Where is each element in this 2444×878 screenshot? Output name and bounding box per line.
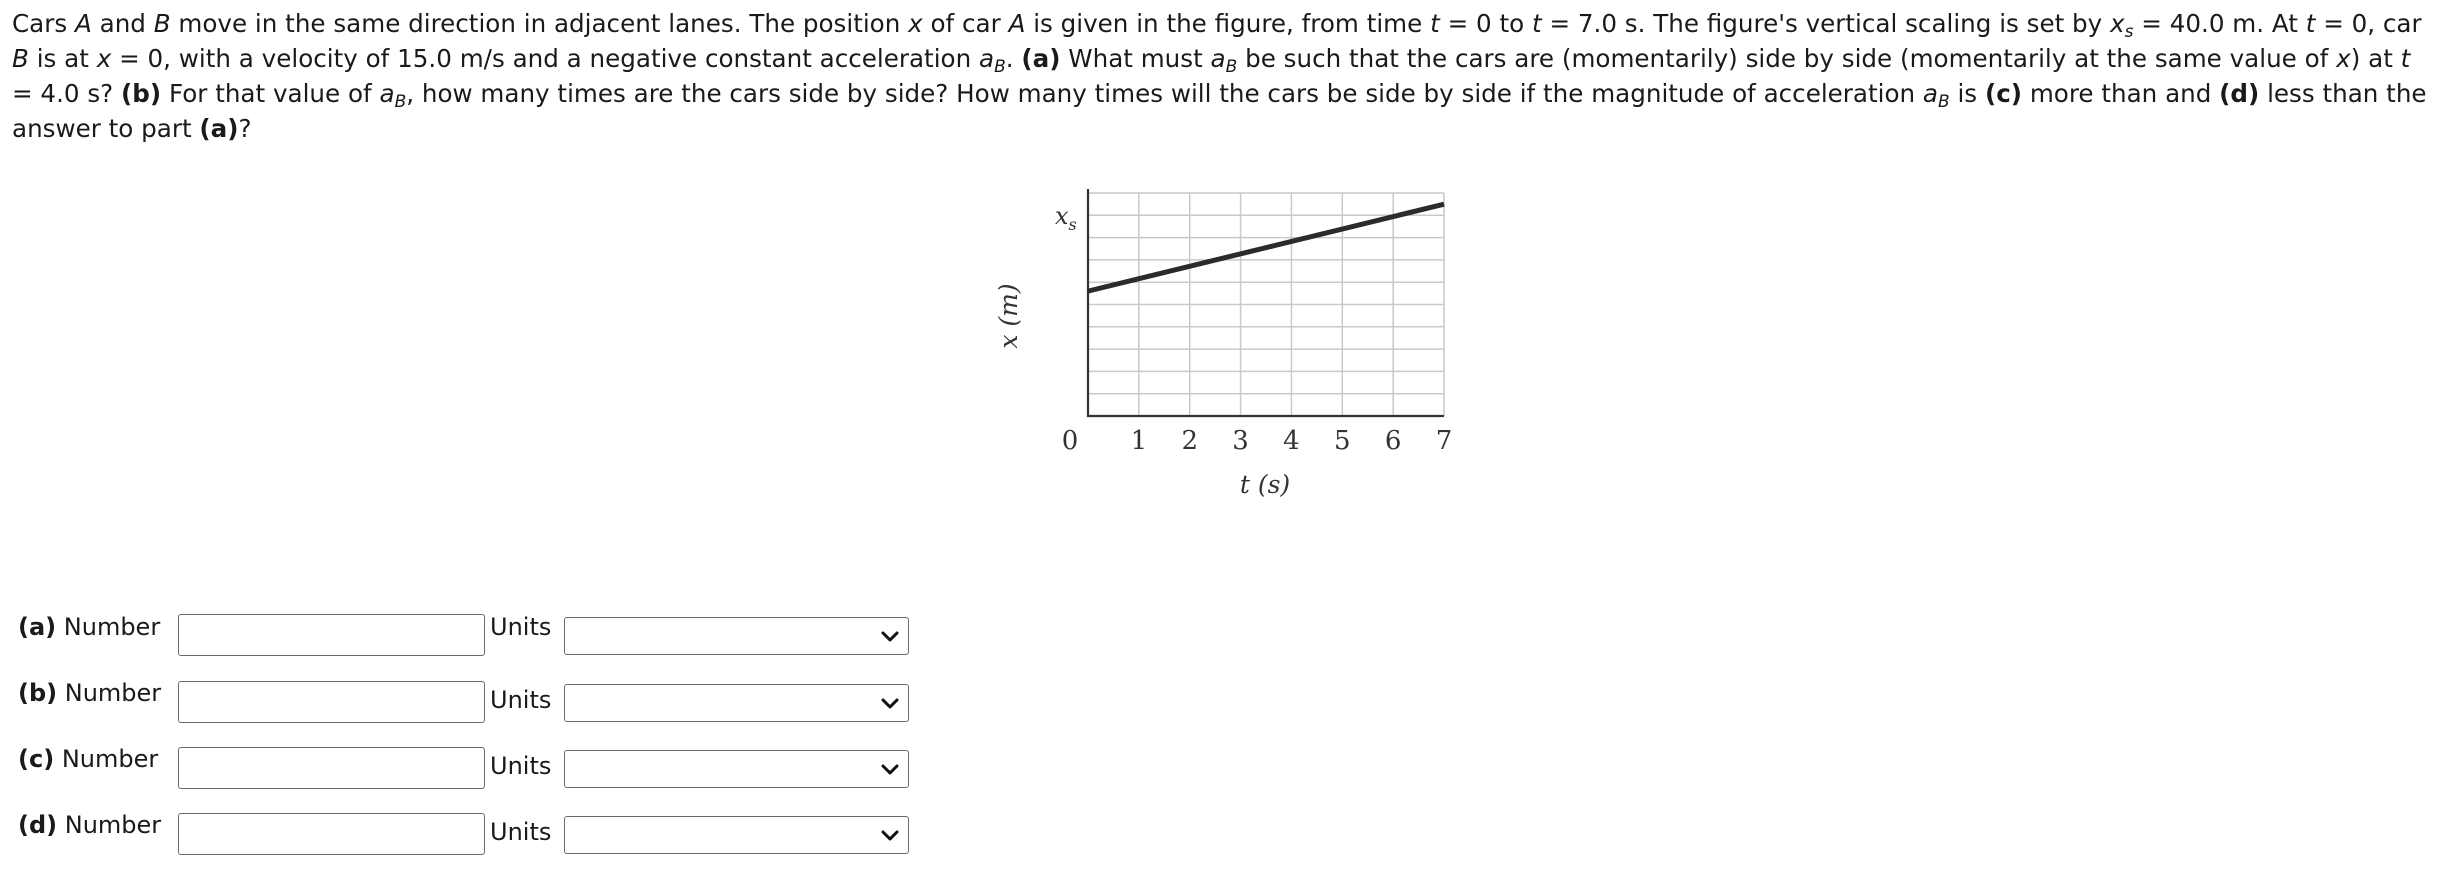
units-label: Units xyxy=(490,752,552,780)
units-dropdown[interactable] xyxy=(564,617,909,655)
number-input[interactable] xyxy=(178,614,485,656)
problem-text: Cars A and B move in the same direction in adjacent lanes. The position x of car A is given in the figure, from time t = 0 to t = 7.0 s. The figure's vertical scaling is set by $x_s = 40.0$ m. At t = 0, car B is at x = 0, with a velocity of 15.0 m/s and a negative constant acceleration $a_B$. (a) What must $a_B$ be such that the cars are (momentarily) side by side (momentarily at the same value of x) at t = 4.0 s? (b) For that value of $a_B$, how many times are the cars side by side? How many times will the cars be side by side if the magnitude of acceleration $a_B$ is (c) more than and (d) less than the answer to part (a)? xyxy=(12,9,2427,143)
x-tick-label: 6 xyxy=(1384,426,1402,456)
part-label: (c) Number xyxy=(18,745,159,773)
x-tick-label: 5 xyxy=(1334,426,1351,456)
units-label: Units xyxy=(490,613,552,641)
x-tick-label: 4 xyxy=(1283,426,1300,456)
number-input[interactable] xyxy=(178,813,485,855)
units-dropdown[interactable] xyxy=(564,816,909,854)
part-label: (d) Number xyxy=(18,811,162,839)
car-a-position-line xyxy=(1088,204,1444,291)
number-input[interactable] xyxy=(178,747,485,789)
number-input[interactable] xyxy=(178,681,485,723)
y-axis-label: x (m) xyxy=(994,283,1023,349)
xs-label: $x_s$ xyxy=(1055,202,1077,234)
x-tick-label: 2 xyxy=(1181,426,1198,456)
x-tick-labels xyxy=(1062,426,1453,456)
units-label: Units xyxy=(490,818,552,846)
x-tick-label: 3 xyxy=(1232,426,1249,456)
chevron-down-icon xyxy=(880,627,900,647)
x-axis-label: t (s) xyxy=(1239,470,1291,499)
units-dropdown[interactable] xyxy=(564,684,909,722)
chevron-down-icon xyxy=(880,694,900,714)
units-label: Units xyxy=(490,686,552,714)
chevron-down-icon xyxy=(880,826,900,846)
position-time-graph xyxy=(994,188,1470,518)
units-dropdown[interactable] xyxy=(564,750,909,788)
x-tick-label: 7 xyxy=(1435,426,1453,456)
x-tick-label: 1 xyxy=(1130,426,1148,456)
graph-axes xyxy=(1087,189,1444,417)
x-tick-label: 0 xyxy=(1061,426,1079,456)
part-label: (a) Number xyxy=(18,613,161,641)
part-label: (b) Number xyxy=(18,679,162,707)
graph-grid xyxy=(1088,193,1444,416)
chevron-down-icon xyxy=(880,760,900,780)
